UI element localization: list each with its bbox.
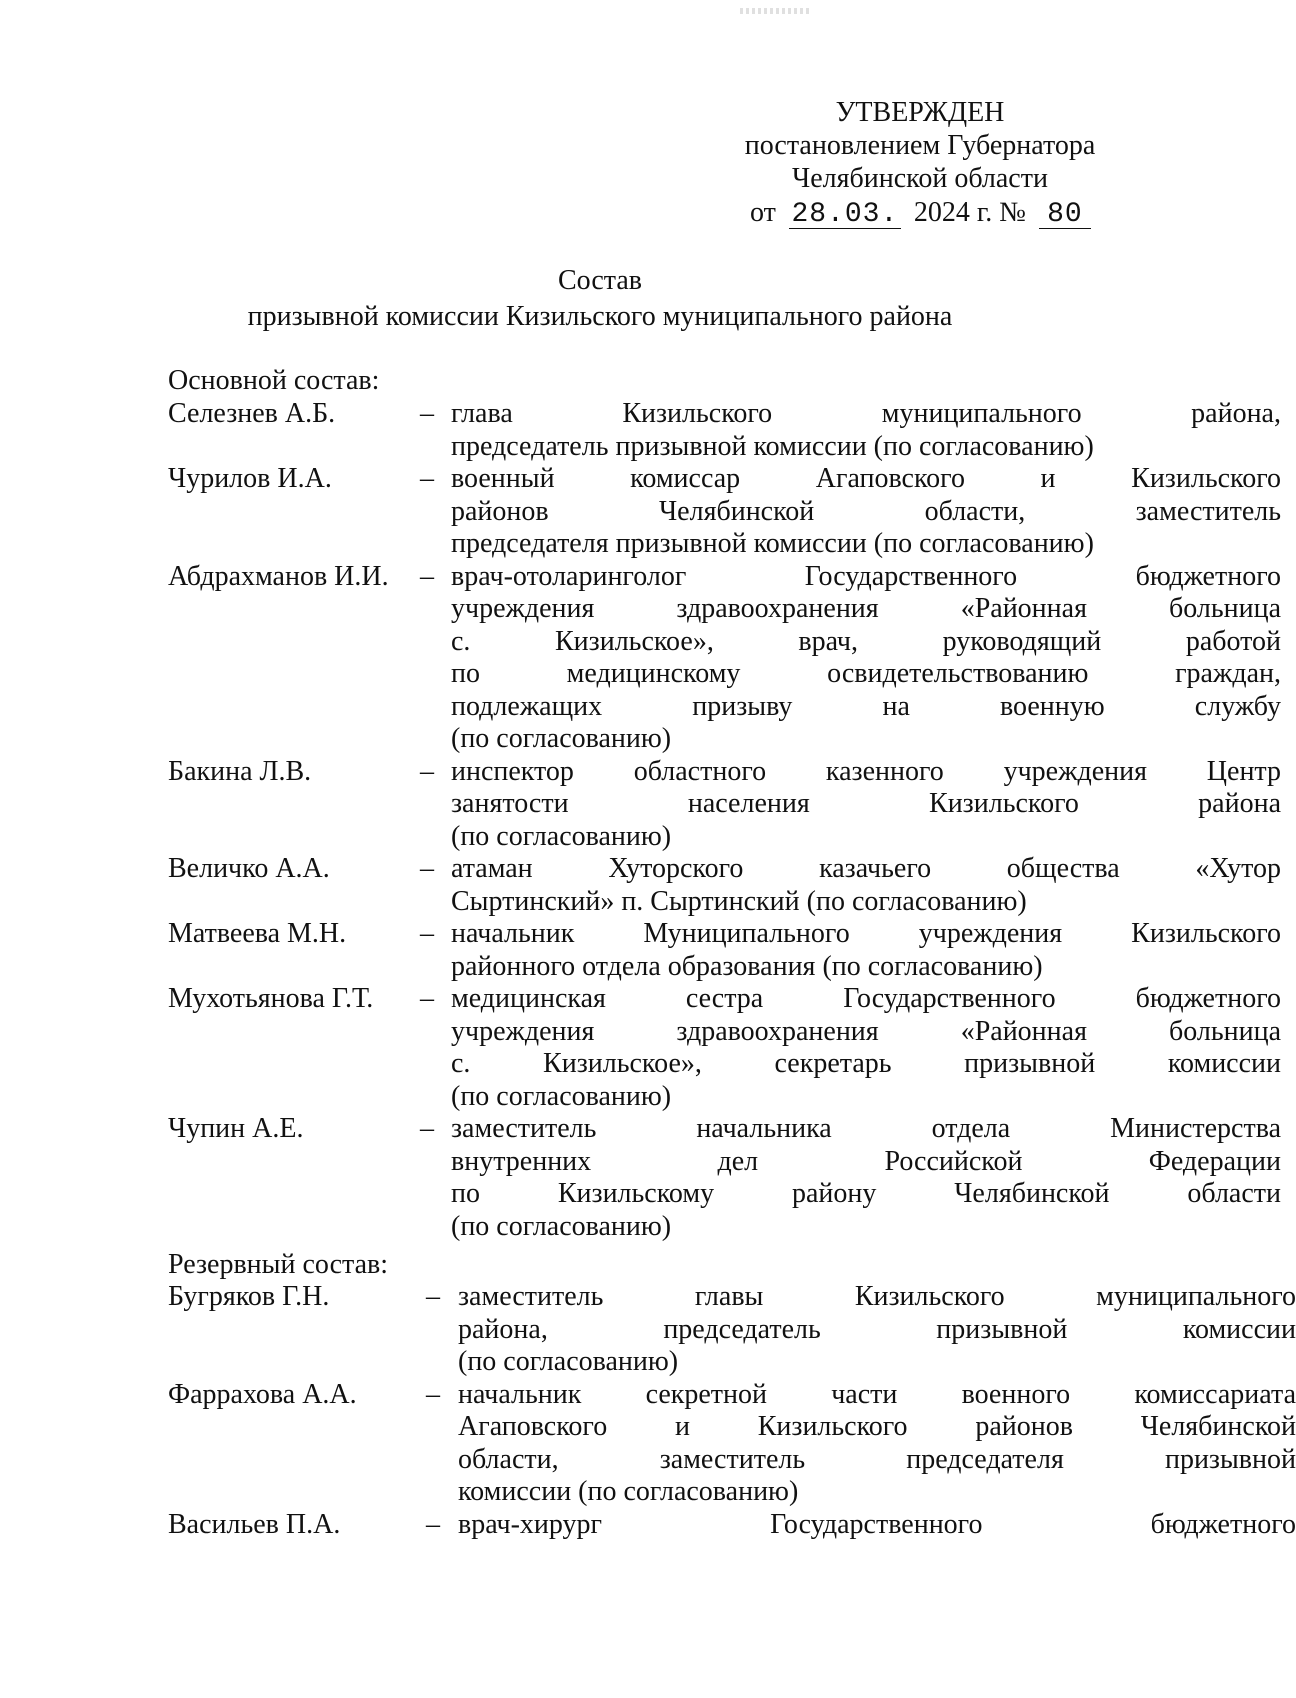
approval-date-line [700,196,1140,229]
heading-line-2: призывной комиссии Кизильского муниципального района [247,301,953,332]
dash-separator: – [420,853,434,884]
role-line: по Кизильскому району Челябинской области [451,1178,1281,1209]
approval-line-2: Челябинской области [792,163,1048,194]
dash-separator: – [420,1113,434,1144]
member-role [458,1509,1296,1542]
role-line: атаман Хуторского казачьего общества «Хутор [451,853,1281,884]
role-line: председателя призывной комиссии (по согласованию) [451,528,1094,559]
approval-title: УТВЕРЖДЕН [835,97,1005,128]
role-line: заместитель главы Кизильского муниципального [458,1281,1296,1312]
member-name: Селезнев А.Б. [168,398,336,429]
member-name: Величко А.А. [168,853,330,884]
role-line: медицинская сестра Государственного бюджетного [451,983,1281,1014]
member-name: Бакина Л.В. [168,755,312,787]
role-line: врач-хирург Государственного бюджетного [458,1508,1296,1540]
role-line: военный комиссар Агаповского и Кизильского [451,463,1281,494]
dash-separator: – [426,1281,440,1312]
approval-number: 80 [1039,202,1091,229]
role-line: (по согласованию) [451,723,672,754]
scan-artifact [740,8,810,14]
dash-separator: – [420,918,434,949]
heading-line-1: Состав [557,265,643,296]
approval-year: 2024 г. № [913,197,1026,228]
role-line: начальник секретной части военного комиссариата [458,1378,1296,1410]
approval-date: 28.03. [789,202,901,229]
dash-separator: – [420,560,434,592]
member-name: Чупин А.Е. [168,1113,304,1144]
dash-separator: – [426,1378,440,1410]
role-line: учреждения здравоохранения «Районная больница [451,593,1281,624]
member-role [451,561,1281,756]
role-line: заместитель начальника отдела Министерства [451,1113,1281,1144]
member-name: Матвеева М.Н. [168,918,347,949]
role-line: по медицинскому освидетельствованию граждан, [451,658,1281,689]
member-role [451,1113,1281,1243]
member-name: Мухотьянова Г.Т. [168,983,374,1014]
member-role [451,853,1281,918]
member-name: Бугряков Г.Н. [168,1281,330,1312]
dash-separator: – [420,463,434,494]
member-role [451,756,1281,854]
dash-separator: – [426,1508,440,1540]
member-role [451,983,1281,1113]
role-line: (по согласованию) [451,820,672,852]
role-line: учреждения здравоохранения «Районная больница [451,1015,1281,1047]
member-role [458,1281,1296,1379]
role-line: врач-отоларинголог Государственного бюджетного [451,560,1281,592]
role-line: области, заместитель председателя призывной [458,1443,1296,1475]
role-line: занятости населения Кизильского района [451,788,1281,819]
role-line: районов Челябинской области, заместитель [451,495,1281,527]
role-line: районного отдела образования (по согласованию) [451,950,1043,982]
member-role [451,918,1281,983]
approval-line-1: постановлением Губернатора [744,130,1096,161]
approval-prefix: от [750,197,776,228]
document-heading [0,263,1200,335]
dash-separator: – [420,983,434,1014]
member-role [451,463,1281,561]
role-line: (по согласованию) [458,1346,679,1377]
dash-separator: – [420,398,434,429]
role-line: Сыртинский» п. Сыртинский (по согласованию) [451,885,1027,917]
role-line: начальник Муниципального учреждения Кизильского [451,918,1281,949]
member-role [451,398,1281,463]
role-line: инспектор областного казенного учреждения Центр [451,755,1281,787]
member-name: Васильев П.А. [168,1508,341,1540]
role-line: (по согласованию) [451,1210,672,1242]
member-name: Абдрахманов И.И. [168,560,389,592]
role-line: комиссии (по согласованию) [458,1476,799,1507]
role-line: председатель призывной комиссии (по согласованию) [451,430,1094,462]
main-section-label: Основной состав: [168,365,380,396]
approval-block [700,96,1140,229]
member-name: Чурилов И.А. [168,463,332,494]
role-line: района, председатель призывной комиссии [458,1313,1296,1345]
role-line: с. Кизильское», секретарь призывной комиссии [451,1048,1281,1079]
role-line: подлежащих призыву на военную службу [451,690,1281,722]
dash-separator: – [420,755,434,787]
role-line: (по согласованию) [451,1080,672,1112]
member-name: Фаррахова А.А. [168,1378,357,1410]
role-line: Агаповского и Кизильского районов Челябинской [458,1411,1296,1442]
role-line: глава Кизильского муниципального района, [451,398,1281,429]
reserve-section-label: Резервный состав: [168,1249,389,1280]
role-line: с. Кизильское», врач, руководящий работой [451,625,1281,657]
member-role [458,1379,1296,1509]
role-line: внутренних дел Российской Федерации [451,1145,1281,1177]
